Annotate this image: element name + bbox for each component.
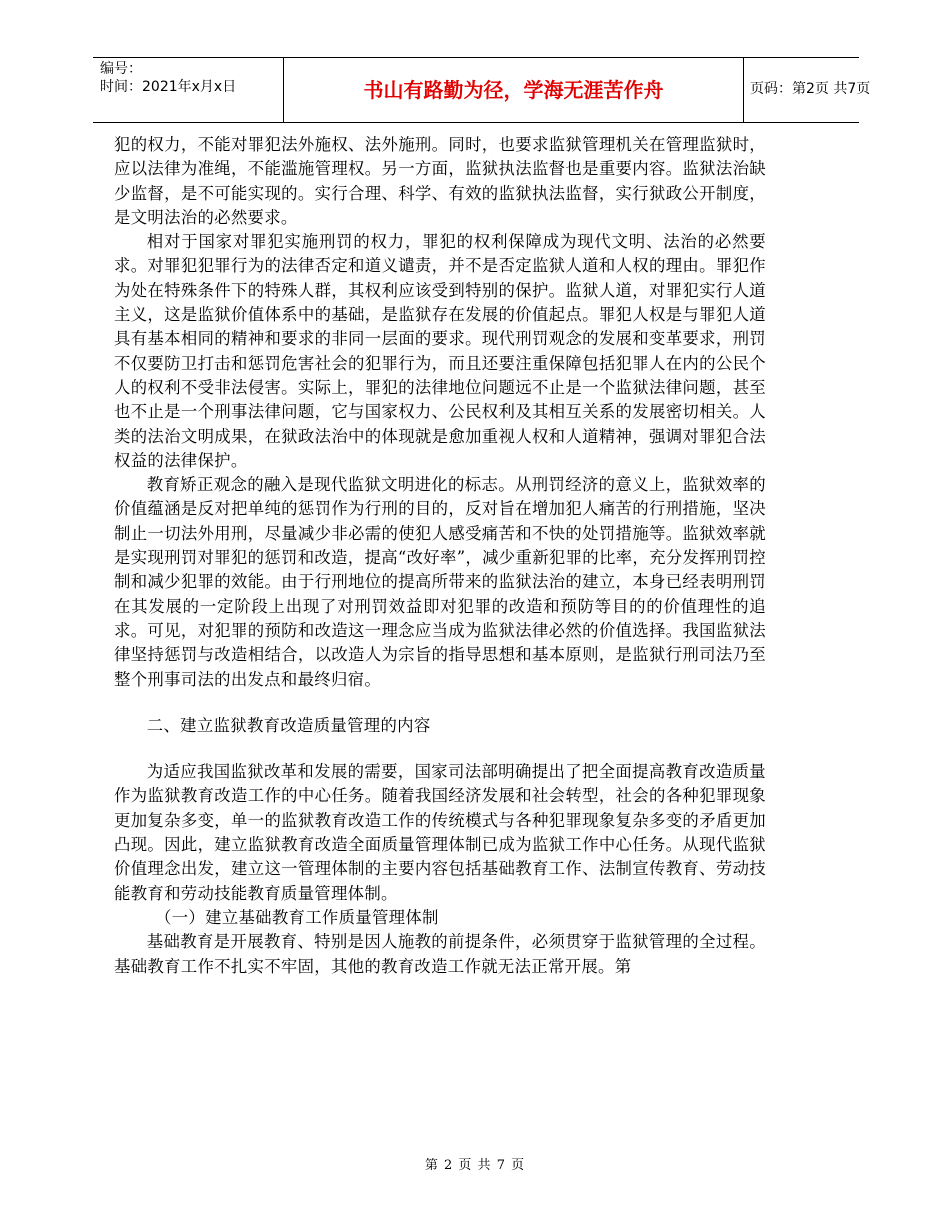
document-number-label: 编号： <box>100 61 142 77</box>
page-footer: 第 2 页 共 7 页 <box>424 1158 526 1173</box>
page-header <box>93 57 871 123</box>
header-right-cell <box>743 58 871 122</box>
document-time-label: 时间：2021年x月x日 <box>100 79 237 95</box>
section-heading: 二、建立监狱教育改造质量管理的内容 <box>146 715 431 735</box>
body-paragraph: 犯的权力，不能对罪犯法外施权、法外施刑。同时，也要求监狱管理机关在管理监狱时，应以法律为准绳，不能滥施管理权。另一方面，监狱执法监督也是重要内容。监狱法治缺少监督，是不可能实现的。实行合理、科学、有效的监狱执法监督，实行狱政公开制度，是文明法治的必然要求。 <box>114 135 766 227</box>
body-paragraph: 教育矫正观念的融入是现代监狱文明进化的标志。从刑罚经济的意义上，监狱效率的价值蕴涵是反对把单纯的惩罚作为行刑的目的，反对旨在增加犯人痛苦的行刑措施，坚决制止一切法外用刑，尽量减少非必需的使犯人感受痛苦和不快的处罚措施等。监狱效率就是实现刑罚对罪犯的惩罚和改造，提高“改好率”，减少重新犯罪的比率，充分发挥刑罚控制和减少犯罪的效能。由于行刑地位的提高所带来的监狱法治的建立，本身已经表明刑罚在其发展的一定阶段上出现了对刑罚效益即对犯罪的改造和预防等目的的价值理性的追求。可见，对犯罪的预防和改造这一理念应当成为监狱法律必然的价值选择。我国监狱法律坚持惩罚与改造相结合，以改造人为宗旨的指导思想和基本原则，是监狱行刑司法乃至整个刑事司法的出发点和最终归宿。 <box>114 475 766 689</box>
header-page-info: 页码：第2页 共7页 <box>750 81 871 97</box>
body-paragraph: 为适应我国监狱改革和发展的需要，国家司法部明确提出了把全面提高教育改造质量作为监狱教育改造工作的中心任务。随着我国经济发展和社会转型，社会的各种犯罪现象更加复杂多变，单一的监狱教育改造工作的传统模式与各种犯罪现象复杂多变的矛盾更加凸现。因此，建立监狱教育改造全面质量管理体制已成为监狱工作中心任务。从现代监狱价值理念出发，建立这一管理体制的主要内容包括基础教育工作、法制宣传教育、劳动技能教育和劳动技能教育质量管理体制。 <box>114 762 766 903</box>
body-paragraph: 基础教育是开展教育、特别是因人施教的前提条件，必须贯穿于监狱管理的全过程。基础教育工作不扎实不牢固，其他的教育改造工作就无法正常开展。第 <box>114 932 766 976</box>
subsection-heading: （一）建立基础教育工作质量管理体制 <box>155 907 439 927</box>
body-paragraph: 相对于国家对罪犯实施刑罚的权力，罪犯的权利保障成为现代文明、法治的必然要求。对罪犯犯罪行为的法律否定和道义谴责，并不是否定监狱人道和人权的理由。罪犯作为处在特殊条件下的特殊人群，其权利应该受到特别的保护。监狱人道，对罪犯实行人道主义，这是监狱价值体系中的基础，是监狱存在发展的价值起点。罪犯人权是与罪犯人道具有基本相同的精神和要求的非同一层面的要求。现代刑罚观念的发展和变革要求，刑罚不仅要防卫打击和惩罚危害社会的犯罪行为，而且还要注重保障包括犯罪人在内的公民个人的权利不受非法侵害。实际上，罪犯的法律地位问题远不止是一个监狱法律问题，甚至也不止是一个刑事法律问题，它与国家权力、公民权利及其相互关系的发展密切相关。人类的法治文明成果，在狱政法治中的体现就是愈加重视人权和人道精神，强调对罪犯合法权益的法律保护。 <box>114 232 766 470</box>
header-middle-cell <box>283 58 744 122</box>
document-body <box>114 133 766 979</box>
header-left-cell <box>93 58 283 122</box>
header-motto: 书山有路勤为径，学海无涯苦作舟 <box>363 78 664 102</box>
